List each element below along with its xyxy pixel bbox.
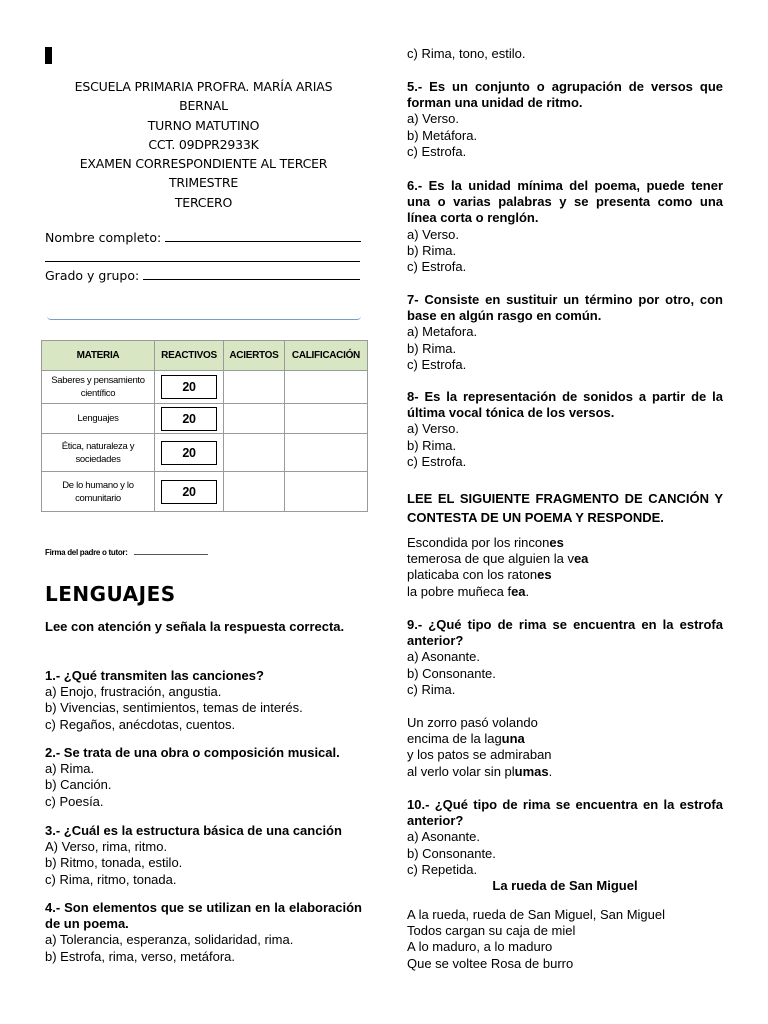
- reactivos-cell: [155, 434, 224, 472]
- verse-line: [407, 747, 723, 763]
- verse-text: encima de la lag: [407, 731, 502, 747]
- instructions-block: [45, 619, 362, 635]
- calificacion-cell[interactable]: [284, 472, 367, 512]
- question-text: 5.- Es un conjunto o agrupación de versos que forman una unidad de ritmo.: [407, 79, 723, 111]
- school-line: CCT. 09DPR2933K: [148, 136, 259, 152]
- aciertos-cell[interactable]: [223, 371, 284, 404]
- rhyme-ending: ea: [573, 551, 589, 567]
- section-title: LENGUAJES: [45, 582, 176, 606]
- question-5: [407, 79, 723, 160]
- question-4: [45, 900, 362, 965]
- school-line: BERNAL: [179, 98, 228, 114]
- aciertos-cell[interactable]: [223, 472, 284, 512]
- subject-cell: Lenguajes: [42, 404, 155, 434]
- subject-cell: Ética, naturaleza y sociedades: [42, 434, 155, 472]
- option[interactable]: c) Rima.: [407, 681, 456, 697]
- signature-blank[interactable]: [134, 548, 208, 555]
- option[interactable]: a) Tolerancia, esperanza, solidaridad, rima.: [45, 932, 294, 948]
- verse-text: temerosa de que alguien la v: [407, 551, 574, 567]
- song-title: La rueda de San Miguel: [492, 878, 638, 894]
- question-3: [45, 823, 362, 888]
- verse-text: Escondida por los rincon: [407, 535, 550, 550]
- question-text: 7- Consiste en sustituir un término por otro, con base en algún rasgo en común.: [407, 292, 723, 324]
- school-line: TRIMESTRE: [168, 175, 239, 191]
- verse-line: [407, 715, 723, 731]
- divider-line: [47, 316, 361, 320]
- option[interactable]: b) Vivencias, sentimientos, temas de interés.: [45, 700, 303, 716]
- option[interactable]: c) Regaños, anécdotas, cuentos.: [45, 716, 236, 732]
- black-marker: [45, 47, 52, 64]
- fragment-heading-text: LEE EL SIGUIENTE FRAGMENTO DE CANCIÓN Y CONTESTA DE UN POEMA Y RESPONDE.: [407, 491, 723, 525]
- stanza-1: [407, 535, 723, 600]
- name-blank[interactable]: [165, 229, 361, 242]
- question-text: 10.- ¿Qué tipo de rima se encuentra en la estrofa anterior?: [407, 797, 723, 829]
- name-label: Nombre completo:: [45, 230, 162, 245]
- option[interactable]: c) Rima, ritmo, tonada.: [45, 871, 177, 887]
- option[interactable]: a) Rima.: [45, 761, 95, 777]
- verse-line: [407, 551, 723, 567]
- verse-text: y los patos se admiraban: [407, 747, 552, 763]
- option[interactable]: a) Enojo, frustración, angustia.: [45, 684, 222, 700]
- question-6: [407, 178, 723, 275]
- rhyme-ending: es: [549, 535, 564, 550]
- school-line: TURNO MATUTINO: [147, 117, 260, 133]
- signature-label: Firma del padre o tutor:: [45, 548, 128, 557]
- option[interactable]: c) Estrofa.: [407, 259, 467, 275]
- verse-text: la pobre muñeca f: [407, 583, 512, 599]
- reactivos-box: 20: [161, 441, 217, 465]
- grade-field[interactable]: [45, 267, 360, 283]
- subject-cell: De lo humano y lo comunitario: [42, 472, 155, 512]
- option[interactable]: a) Metafora.: [407, 324, 478, 340]
- option[interactable]: c) Estrofa.: [407, 143, 467, 159]
- question-text: 1.- ¿Qué transmiten las canciones?: [45, 668, 264, 683]
- question-1: [45, 668, 362, 733]
- signature-field[interactable]: [45, 548, 208, 557]
- option[interactable]: b) Rima.: [407, 242, 457, 258]
- col-header: REACTIVOS: [155, 341, 224, 371]
- verse-line: [407, 535, 723, 551]
- name-field-continuation[interactable]: [45, 249, 360, 265]
- question-2: [45, 745, 362, 810]
- table-row: [42, 404, 368, 434]
- stanza-2: [407, 715, 723, 780]
- verse-text: al verlo volar sin pl: [407, 763, 515, 779]
- calificacion-cell[interactable]: [284, 434, 367, 472]
- calificacion-cell[interactable]: [284, 371, 367, 404]
- reactivos-cell: [155, 472, 224, 512]
- rhyme-ending: umas: [514, 763, 549, 779]
- song-line: A lo maduro, a lo maduro: [407, 939, 553, 955]
- reactivos-cell: [155, 371, 224, 404]
- school-header: [45, 77, 362, 212]
- question-text: 3.- ¿Cuál es la estructura básica de una canción: [45, 823, 342, 838]
- option[interactable]: b) Consonante.: [407, 665, 496, 681]
- song-lyrics: [407, 907, 723, 972]
- question-text: 8- Es la representación de sonidos a partir de la última vocal tónica de los versos.: [407, 389, 723, 421]
- verse-line: [407, 584, 723, 600]
- verse-line: [407, 764, 723, 780]
- col-header: CALIFICACIÓN: [284, 341, 367, 371]
- school-line: EXAMEN CORRESPONDIENTE AL TERCER: [79, 156, 328, 172]
- school-line: TERCERO: [174, 194, 233, 210]
- song-line: Todos cargan su caja de miel: [407, 923, 576, 939]
- option[interactable]: b) Consonante.: [407, 845, 496, 861]
- option[interactable]: b) Canción.: [45, 777, 112, 793]
- verse-line: [407, 567, 723, 583]
- option[interactable]: a) Verso.: [407, 111, 460, 127]
- calificacion-cell[interactable]: [284, 404, 367, 434]
- question-text: 4.- Son elementos que se utilizan en la elaboración de un poema.: [45, 900, 362, 932]
- instructions-text: Lee con atención y señala la respuesta correcta.: [45, 619, 345, 634]
- table-row: [42, 472, 368, 512]
- option[interactable]: b) Rima.: [407, 340, 457, 356]
- name-blank-2[interactable]: [45, 249, 360, 262]
- question-7: [407, 292, 723, 373]
- option[interactable]: c) Estrofa.: [407, 356, 467, 372]
- rhyme-ending: una: [501, 731, 525, 747]
- table-row: [42, 434, 368, 472]
- option[interactable]: a) Verso.: [407, 226, 460, 242]
- song-line: A la rueda, rueda de San Miguel, San Miguel: [407, 907, 666, 922]
- grade-blank[interactable]: [143, 267, 360, 280]
- reactivos-box: 20: [161, 480, 217, 504]
- verse-text: Un zorro pasó volando: [407, 715, 538, 730]
- reactivos-box: 20: [161, 407, 217, 431]
- song-line: Que se voltee Rosa de burro: [407, 955, 574, 971]
- grades-table: [41, 340, 368, 512]
- option[interactable]: c) Poesía.: [45, 793, 104, 809]
- rhyme-ending: ea: [511, 583, 526, 599]
- option[interactable]: b) Ritmo, tonada, estilo.: [45, 855, 183, 871]
- rhyme-ending: es: [537, 567, 552, 583]
- question-9: [407, 617, 723, 698]
- grade-label: Grado y grupo:: [45, 268, 140, 283]
- question-8: [407, 389, 723, 470]
- fragment-heading: [407, 490, 723, 527]
- col-header: ACIERTOS: [223, 341, 284, 371]
- subject-cell: Saberes y pensamiento científico: [42, 371, 155, 404]
- option[interactable]: b) Estrofa, rima, verso, metáfora.: [45, 948, 236, 964]
- school-line: ESCUELA PRIMARIA PROFRA. MARÍA ARIAS: [74, 79, 333, 94]
- option[interactable]: a) Asonante.: [407, 649, 480, 665]
- table-row: [42, 371, 368, 404]
- question-text: 9.- ¿Qué tipo de rima se encuentra en la estrofa anterior?: [407, 617, 723, 649]
- question-text: 2.- Se trata de una obra o composición musical.: [45, 745, 340, 760]
- option[interactable]: c) Rima, tono, estilo.: [407, 46, 526, 61]
- reactivos-cell: [155, 404, 224, 434]
- option[interactable]: b) Metáfora.: [407, 127, 478, 143]
- option[interactable]: a) Verso.: [407, 421, 460, 437]
- aciertos-cell[interactable]: [223, 404, 284, 434]
- aciertos-cell[interactable]: [223, 434, 284, 472]
- question-text: 6.- Es la unidad mínima del poema, puede tener una o varias palabras y se presenta como una línea corta o renglón.: [407, 178, 723, 226]
- option[interactable]: c) Repetida.: [407, 861, 478, 877]
- option[interactable]: c) Estrofa.: [407, 453, 467, 469]
- verse-text: platicaba con los raton: [407, 567, 538, 583]
- reactivos-box: 20: [161, 375, 217, 399]
- verse-punct: .: [525, 583, 530, 599]
- col-header: MATERIA: [42, 341, 155, 371]
- verse-punct: .: [548, 763, 553, 779]
- option[interactable]: A) Verso, rima, ritmo.: [45, 839, 168, 855]
- question-10: [407, 797, 723, 894]
- option[interactable]: a) Asonante.: [407, 829, 480, 845]
- option[interactable]: b) Rima.: [407, 437, 457, 453]
- name-field[interactable]: [45, 229, 361, 245]
- question-4-continuation: [407, 46, 723, 62]
- verse-line: [407, 731, 723, 747]
